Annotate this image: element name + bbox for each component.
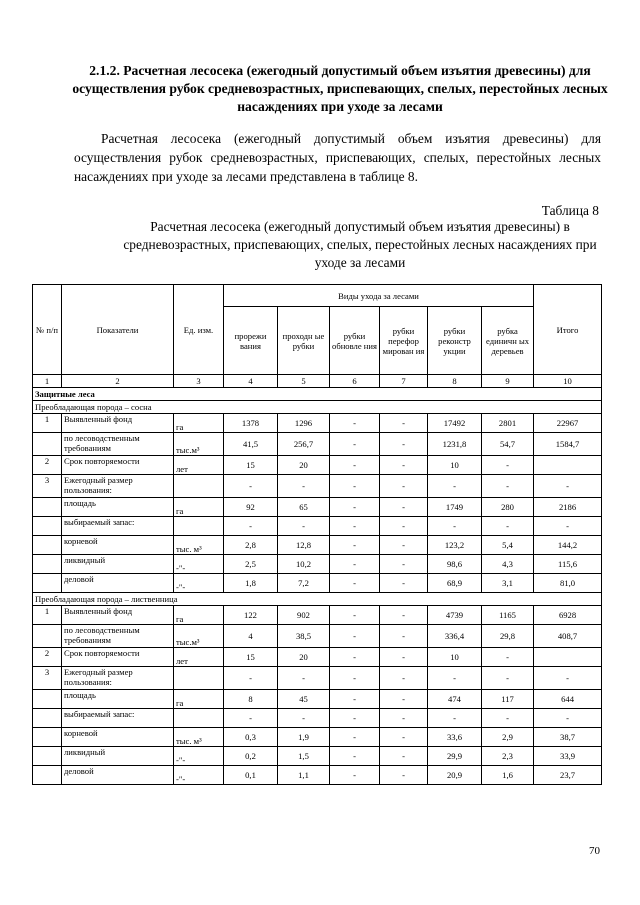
row-value: -	[330, 728, 380, 747]
intro-paragraph: Расчетная лесосека (ежегодный допустимый объем изъятия древесины) для осуществления рубок средневозрастных, приспевающих, спелых, перестойных лесных насаждениях при уходе за лесами представлена в таблице 8.	[74, 131, 601, 184]
row-value: 4	[224, 625, 278, 648]
row-number	[33, 766, 62, 785]
row-value: -	[482, 517, 534, 536]
row-value: 5,4	[482, 536, 534, 555]
col-number: 4	[224, 375, 278, 388]
row-value: 2,5	[224, 555, 278, 574]
row-unit: тыс.м³	[174, 433, 224, 456]
row-number	[33, 574, 62, 593]
row-value: 1231,8	[428, 433, 482, 456]
row-value: -	[380, 747, 428, 766]
col-number: 6	[330, 375, 380, 388]
row-value: 29,9	[428, 747, 482, 766]
row-value: 10	[428, 456, 482, 475]
header-total: Итого	[534, 285, 602, 375]
row-value: -	[380, 574, 428, 593]
row-total	[534, 648, 602, 667]
table-row	[33, 667, 602, 690]
row-value: 2,8	[224, 536, 278, 555]
row-number: 3	[33, 475, 62, 498]
row-label: Срок повторяемости	[62, 456, 174, 475]
row-value: 10,2	[278, 555, 330, 574]
row-value: -	[330, 456, 380, 475]
row-value: -	[380, 766, 428, 785]
section-row	[33, 401, 602, 414]
col-number: 1	[33, 375, 62, 388]
row-value: 1296	[278, 414, 330, 433]
row-number	[33, 747, 62, 766]
row-value: 2,3	[482, 747, 534, 766]
row-total: 644	[534, 690, 602, 709]
table-row	[33, 728, 602, 747]
table-row	[33, 517, 602, 536]
row-number	[33, 555, 62, 574]
row-value: -	[380, 498, 428, 517]
row-total: 22967	[534, 414, 602, 433]
row-value: -	[482, 648, 534, 667]
table-row	[33, 709, 602, 728]
row-value: -	[428, 517, 482, 536]
row-total: -	[534, 667, 602, 690]
row-value: 1378	[224, 414, 278, 433]
row-unit: тыс. м³	[174, 536, 224, 555]
row-value: 54,7	[482, 433, 534, 456]
forest-table	[32, 284, 602, 785]
row-value: -	[224, 475, 278, 498]
row-unit: га	[174, 690, 224, 709]
row-label: по лесоводственным требованиям	[62, 625, 174, 648]
row-value: -	[380, 414, 428, 433]
row-label: Срок повторяемости	[62, 648, 174, 667]
row-value: 20	[278, 456, 330, 475]
row-value: 33,6	[428, 728, 482, 747]
table-label: Таблица 8	[541, 203, 599, 218]
row-value: -	[330, 475, 380, 498]
row-value: 20,9	[428, 766, 482, 785]
row-value: 1,1	[278, 766, 330, 785]
row-total: 33,9	[534, 747, 602, 766]
row-value: 4,3	[482, 555, 534, 574]
col-number: 3	[174, 375, 224, 388]
col-number: 10	[534, 375, 602, 388]
row-value: -	[224, 517, 278, 536]
row-value: -	[330, 536, 380, 555]
row-unit: -"-	[174, 555, 224, 574]
row-total: 144,2	[534, 536, 602, 555]
row-value: 8	[224, 690, 278, 709]
table-row	[33, 648, 602, 667]
table-row	[33, 555, 602, 574]
header-col: рубка единичн ых деревьев	[482, 307, 534, 375]
row-value: 10	[428, 648, 482, 667]
row-label: деловой	[62, 574, 174, 593]
header-unit: Ед. изм.	[174, 285, 224, 375]
header-col: рубки реконстр укции	[428, 307, 482, 375]
row-value: 17492	[428, 414, 482, 433]
row-value: -	[428, 667, 482, 690]
row-value: 0,1	[224, 766, 278, 785]
header-col: проходн ые рубки	[278, 307, 330, 375]
col-number: 7	[380, 375, 428, 388]
row-value: -	[428, 709, 482, 728]
row-number	[33, 536, 62, 555]
row-unit	[174, 709, 224, 728]
row-value: 4739	[428, 606, 482, 625]
row-value: -	[380, 555, 428, 574]
row-value: 7,2	[278, 574, 330, 593]
row-unit: тыс.м³	[174, 625, 224, 648]
row-value: 0,3	[224, 728, 278, 747]
row-value: -	[482, 475, 534, 498]
row-number	[33, 517, 62, 536]
page-number: 70	[589, 845, 600, 857]
row-value: -	[330, 766, 380, 785]
row-value: 65	[278, 498, 330, 517]
row-total: -	[534, 709, 602, 728]
row-value: -	[380, 667, 428, 690]
row-value: 1,5	[278, 747, 330, 766]
table-row	[33, 456, 602, 475]
row-value: 92	[224, 498, 278, 517]
section-row	[33, 593, 602, 606]
row-number: 1	[33, 414, 62, 433]
row-value: 0,2	[224, 747, 278, 766]
table-row	[33, 433, 602, 456]
row-number	[33, 728, 62, 747]
row-value: 98,6	[428, 555, 482, 574]
row-value: -	[380, 709, 428, 728]
row-label: по лесоводственным требованиям	[62, 433, 174, 456]
col-number: 8	[428, 375, 482, 388]
row-value: 122	[224, 606, 278, 625]
row-value: 41,5	[224, 433, 278, 456]
row-value: 902	[278, 606, 330, 625]
row-value: 336,4	[428, 625, 482, 648]
row-unit	[174, 475, 224, 498]
row-unit: -"-	[174, 574, 224, 593]
row-label: Ежегодный размер пользования:	[62, 667, 174, 690]
row-total: 6928	[534, 606, 602, 625]
table-row	[33, 574, 602, 593]
row-value: -	[380, 475, 428, 498]
table-row	[33, 690, 602, 709]
row-unit: га	[174, 414, 224, 433]
row-number: 3	[33, 667, 62, 690]
row-value: 123,2	[428, 536, 482, 555]
row-value: 256,7	[278, 433, 330, 456]
row-value: -	[482, 667, 534, 690]
row-number	[33, 625, 62, 648]
section-row	[33, 388, 602, 401]
row-value: -	[330, 709, 380, 728]
row-value: -	[278, 475, 330, 498]
section-label: Преобладающая порода – сосна	[33, 401, 602, 414]
row-value: -	[330, 690, 380, 709]
row-value: 2,9	[482, 728, 534, 747]
row-value: -	[380, 690, 428, 709]
row-value: -	[380, 625, 428, 648]
row-value: 38,5	[278, 625, 330, 648]
table-row	[33, 475, 602, 498]
row-number: 1	[33, 606, 62, 625]
header-col: рубки перефор мирован ия	[380, 307, 428, 375]
row-total: 38,7	[534, 728, 602, 747]
header-indicator: Показатели	[62, 285, 174, 375]
row-value: 3,1	[482, 574, 534, 593]
row-label: ликвидный	[62, 555, 174, 574]
row-unit: тыс. м³	[174, 728, 224, 747]
col-number: 9	[482, 375, 534, 388]
row-value: 45	[278, 690, 330, 709]
row-value: 12,8	[278, 536, 330, 555]
row-label: ликвидный	[62, 747, 174, 766]
header-num: № п/п	[33, 285, 62, 375]
row-value: -	[278, 709, 330, 728]
row-total: 81,0	[534, 574, 602, 593]
table-row	[33, 625, 602, 648]
row-unit: лет	[174, 456, 224, 475]
table-row	[33, 747, 602, 766]
row-unit: -"-	[174, 747, 224, 766]
row-label: корневой	[62, 728, 174, 747]
row-total: 1584,7	[534, 433, 602, 456]
row-value: 1,6	[482, 766, 534, 785]
row-value: -	[330, 625, 380, 648]
row-value: 474	[428, 690, 482, 709]
row-value: -	[330, 517, 380, 536]
row-value: -	[330, 648, 380, 667]
section-label: Защитные леса	[33, 388, 602, 401]
table-row	[33, 606, 602, 625]
row-label: выбираемый запас:	[62, 517, 174, 536]
row-value: -	[380, 648, 428, 667]
section-heading: 2.1.2. Расчетная лесосека (ежегодный допустимый объем изъятия древесины) для осуществления рубок средневозрастных, приспевающих, спелых, перестойных лесных насаждениях при уходе за лесами	[72, 63, 608, 114]
row-total: -	[534, 475, 602, 498]
row-value: -	[380, 536, 428, 555]
row-value: -	[380, 728, 428, 747]
row-value: -	[482, 456, 534, 475]
row-label: Выявленный фонд	[62, 414, 174, 433]
row-total: 23,7	[534, 766, 602, 785]
section-label: Преобладающая порода – лиственница	[33, 593, 602, 606]
row-number	[33, 498, 62, 517]
row-label: Выявленный фонд	[62, 606, 174, 625]
row-label: площадь	[62, 498, 174, 517]
header-col: рубки обновле ния	[330, 307, 380, 375]
row-label: выбираемый запас:	[62, 709, 174, 728]
row-unit: га	[174, 606, 224, 625]
row-number	[33, 433, 62, 456]
row-value: -	[330, 574, 380, 593]
row-number	[33, 690, 62, 709]
row-value: 68,9	[428, 574, 482, 593]
row-value: -	[380, 606, 428, 625]
row-unit: га	[174, 498, 224, 517]
row-value: 15	[224, 648, 278, 667]
row-value: -	[380, 517, 428, 536]
row-value: -	[278, 517, 330, 536]
row-number: 2	[33, 648, 62, 667]
row-total: 408,7	[534, 625, 602, 648]
row-label: корневой	[62, 536, 174, 555]
row-value: -	[278, 667, 330, 690]
row-value: 1,8	[224, 574, 278, 593]
row-total: 115,6	[534, 555, 602, 574]
row-value: 20	[278, 648, 330, 667]
row-unit	[174, 667, 224, 690]
row-value: 15	[224, 456, 278, 475]
column-number-row	[33, 375, 602, 388]
row-value: 1749	[428, 498, 482, 517]
row-label: площадь	[62, 690, 174, 709]
row-value: -	[482, 709, 534, 728]
col-number: 2	[62, 375, 174, 388]
row-value: -	[428, 475, 482, 498]
row-value: -	[330, 747, 380, 766]
table-row	[33, 536, 602, 555]
table-caption: Расчетная лесосека (ежегодный допустимый объем изъятия древесины) в средневозрастных, приспевающих, спелых, перестойных лесных насаждениях при уходе за лесами	[123, 219, 597, 270]
row-unit: -"-	[174, 766, 224, 785]
row-label: деловой	[62, 766, 174, 785]
row-value: 1,9	[278, 728, 330, 747]
row-value: -	[224, 709, 278, 728]
row-label: Ежегодный размер пользования:	[62, 475, 174, 498]
row-value: 117	[482, 690, 534, 709]
header-group: Виды ухода за лесами	[224, 285, 534, 307]
row-unit	[174, 517, 224, 536]
row-value: -	[330, 555, 380, 574]
row-value: 29,8	[482, 625, 534, 648]
row-value: -	[380, 433, 428, 456]
row-value: -	[330, 498, 380, 517]
table-row	[33, 498, 602, 517]
row-value: -	[330, 433, 380, 456]
row-value: -	[380, 456, 428, 475]
row-value: 280	[482, 498, 534, 517]
row-value: 1165	[482, 606, 534, 625]
row-value: 2801	[482, 414, 534, 433]
row-value: -	[330, 414, 380, 433]
row-total: -	[534, 517, 602, 536]
table-row	[33, 766, 602, 785]
row-value: -	[330, 667, 380, 690]
col-number: 5	[278, 375, 330, 388]
table-row	[33, 414, 602, 433]
row-total	[534, 456, 602, 475]
row-number: 2	[33, 456, 62, 475]
row-number	[33, 709, 62, 728]
row-total: 2186	[534, 498, 602, 517]
row-value: -	[330, 606, 380, 625]
row-unit: лет	[174, 648, 224, 667]
row-value: -	[224, 667, 278, 690]
header-col: прорежи вания	[224, 307, 278, 375]
